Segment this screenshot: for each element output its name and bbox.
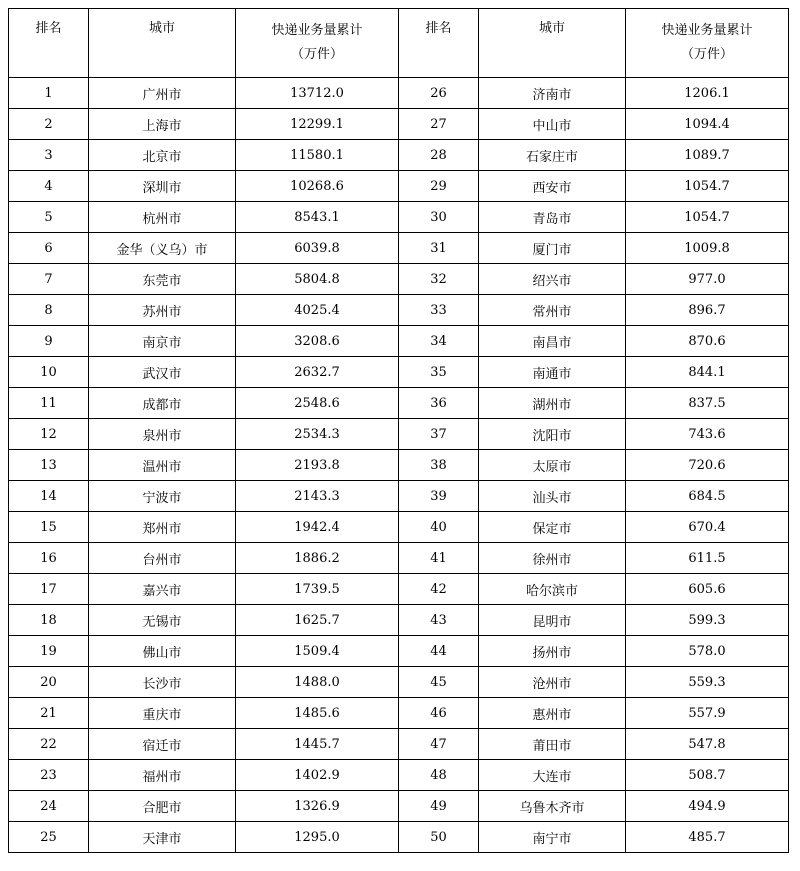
cell-rank-left: 8 [9,295,89,326]
table-row [9,729,789,760]
cell-volume-right: 1054.7 [626,171,789,202]
table-row [9,760,789,791]
cell-city-right: 常州市 [479,295,626,326]
cell-city-right: 厦门市 [479,233,626,264]
cell-volume-right: 670.4 [626,512,789,543]
cell-rank-right: 41 [399,543,479,574]
cell-volume-left: 1942.4 [236,512,399,543]
cell-rank-left: 25 [9,822,89,853]
cell-city-right: 莆田市 [479,729,626,760]
cell-volume-right: 611.5 [626,543,789,574]
cell-volume-right: 1094.4 [626,109,789,140]
cell-rank-right: 43 [399,605,479,636]
header-volume-left [236,9,399,78]
cell-volume-left: 3208.6 [236,326,399,357]
table-row [9,512,789,543]
cell-city-right: 绍兴市 [479,264,626,295]
cell-rank-right: 46 [399,698,479,729]
cell-city-left: 合肥市 [89,791,236,822]
cell-city-right: 哈尔滨市 [479,574,626,605]
cell-volume-right: 977.0 [626,264,789,295]
cell-volume-left: 1509.4 [236,636,399,667]
cell-volume-right: 557.9 [626,698,789,729]
cell-city-left: 上海市 [89,109,236,140]
header-volume-title: 快递业务量累计 [661,23,753,38]
cell-city-left: 台州市 [89,543,236,574]
cell-city-right: 乌鲁木齐市 [479,791,626,822]
cell-rank-right: 30 [399,202,479,233]
cell-rank-left: 3 [9,140,89,171]
cell-city-right: 沧州市 [479,667,626,698]
cell-rank-left: 17 [9,574,89,605]
cell-volume-left: 2548.6 [236,388,399,419]
cell-volume-right: 743.6 [626,419,789,450]
cell-volume-left: 2534.3 [236,419,399,450]
cell-city-right: 太原市 [479,450,626,481]
cell-rank-left: 21 [9,698,89,729]
cell-rank-right: 35 [399,357,479,388]
cell-volume-right: 896.7 [626,295,789,326]
table-row [9,326,789,357]
header-volume-unit: （万件） [680,47,733,62]
cell-volume-right: 844.1 [626,357,789,388]
cell-city-right: 西安市 [479,171,626,202]
cell-rank-right: 29 [399,171,479,202]
cell-rank-left: 7 [9,264,89,295]
cell-city-left: 无锡市 [89,605,236,636]
cell-volume-right: 494.9 [626,791,789,822]
cell-volume-left: 12299.1 [236,109,399,140]
cell-rank-left: 16 [9,543,89,574]
cell-volume-left: 1488.0 [236,667,399,698]
cell-city-left: 郑州市 [89,512,236,543]
cell-rank-left: 5 [9,202,89,233]
cell-rank-left: 23 [9,760,89,791]
cell-city-left: 深圳市 [89,171,236,202]
table-row [9,357,789,388]
cell-city-left: 重庆市 [89,698,236,729]
table-row [9,636,789,667]
cell-volume-right: 684.5 [626,481,789,512]
cell-volume-left: 11580.1 [236,140,399,171]
header-rank-left: 排名 [9,9,89,78]
cell-rank-right: 36 [399,388,479,419]
cell-city-right: 南昌市 [479,326,626,357]
cell-rank-left: 15 [9,512,89,543]
cell-volume-right: 508.7 [626,760,789,791]
cell-rank-left: 2 [9,109,89,140]
cell-rank-right: 38 [399,450,479,481]
cell-volume-left: 1625.7 [236,605,399,636]
cell-rank-right: 45 [399,667,479,698]
cell-city-left: 泉州市 [89,419,236,450]
cell-rank-left: 22 [9,729,89,760]
cell-city-right: 中山市 [479,109,626,140]
cell-volume-right: 870.6 [626,326,789,357]
table-body [9,78,789,853]
cell-city-left: 佛山市 [89,636,236,667]
cell-volume-right: 485.7 [626,822,789,853]
table-row [9,543,789,574]
cell-city-right: 大连市 [479,760,626,791]
cell-city-right: 沈阳市 [479,419,626,450]
cell-city-left: 南京市 [89,326,236,357]
cell-volume-right: 1054.7 [626,202,789,233]
cell-rank-right: 50 [399,822,479,853]
cell-rank-left: 20 [9,667,89,698]
cell-rank-right: 44 [399,636,479,667]
cell-city-right: 惠州市 [479,698,626,729]
cell-volume-left: 2143.3 [236,481,399,512]
cell-city-left: 嘉兴市 [89,574,236,605]
cell-city-left: 成都市 [89,388,236,419]
cell-volume-right: 578.0 [626,636,789,667]
cell-city-left: 杭州市 [89,202,236,233]
cell-rank-right: 48 [399,760,479,791]
table-row [9,140,789,171]
table-row [9,667,789,698]
cell-rank-right: 40 [399,512,479,543]
cell-rank-left: 19 [9,636,89,667]
cell-volume-left: 1402.9 [236,760,399,791]
cell-city-right: 扬州市 [479,636,626,667]
cell-rank-right: 39 [399,481,479,512]
cell-volume-left: 4025.4 [236,295,399,326]
cell-city-left: 长沙市 [89,667,236,698]
cell-volume-right: 547.8 [626,729,789,760]
cell-rank-right: 26 [399,78,479,109]
cell-city-left: 温州市 [89,450,236,481]
cell-volume-left: 8543.1 [236,202,399,233]
header-rank-right: 排名 [399,9,479,78]
cell-city-left: 金华（义乌）市 [89,233,236,264]
cell-rank-left: 13 [9,450,89,481]
cell-rank-left: 12 [9,419,89,450]
cell-volume-left: 10268.6 [236,171,399,202]
header-volume-right [626,9,789,78]
cell-city-right: 石家庄市 [479,140,626,171]
cell-volume-right: 837.5 [626,388,789,419]
cell-city-left: 宁波市 [89,481,236,512]
cell-rank-left: 11 [9,388,89,419]
express-volume-ranking-table [8,8,789,853]
table-header-row [9,9,789,78]
table-row [9,574,789,605]
cell-rank-right: 37 [399,419,479,450]
table-row [9,698,789,729]
cell-rank-right: 34 [399,326,479,357]
cell-city-left: 苏州市 [89,295,236,326]
cell-rank-right: 49 [399,791,479,822]
header-volume-unit: （万件） [290,47,343,62]
cell-rank-left: 9 [9,326,89,357]
ranking-table-container [8,8,789,853]
header-city-right: 城市 [479,9,626,78]
cell-volume-left: 2193.8 [236,450,399,481]
cell-city-left: 福州市 [89,760,236,791]
cell-volume-right: 1206.1 [626,78,789,109]
table-row [9,481,789,512]
cell-volume-right: 1089.7 [626,140,789,171]
cell-rank-right: 33 [399,295,479,326]
cell-volume-left: 1485.6 [236,698,399,729]
cell-city-right: 南宁市 [479,822,626,853]
table-row [9,388,789,419]
cell-rank-left: 14 [9,481,89,512]
cell-volume-right: 599.3 [626,605,789,636]
cell-volume-left: 1295.0 [236,822,399,853]
cell-rank-right: 42 [399,574,479,605]
cell-city-right: 徐州市 [479,543,626,574]
table-row [9,450,789,481]
cell-rank-left: 18 [9,605,89,636]
cell-volume-left: 1739.5 [236,574,399,605]
table-row [9,78,789,109]
cell-city-right: 青岛市 [479,202,626,233]
cell-city-left: 北京市 [89,140,236,171]
cell-city-left: 东莞市 [89,264,236,295]
cell-city-right: 昆明市 [479,605,626,636]
cell-volume-right: 605.6 [626,574,789,605]
cell-rank-right: 28 [399,140,479,171]
cell-rank-right: 47 [399,729,479,760]
table-row [9,171,789,202]
table-row [9,419,789,450]
cell-rank-left: 10 [9,357,89,388]
cell-city-right: 湖州市 [479,388,626,419]
cell-rank-left: 4 [9,171,89,202]
cell-volume-left: 5804.8 [236,264,399,295]
cell-volume-left: 1445.7 [236,729,399,760]
cell-volume-right: 559.3 [626,667,789,698]
cell-volume-right: 1009.8 [626,233,789,264]
cell-city-left: 武汉市 [89,357,236,388]
cell-rank-right: 27 [399,109,479,140]
table-row [9,822,789,853]
header-city-left: 城市 [89,9,236,78]
cell-rank-left: 24 [9,791,89,822]
cell-city-left: 天津市 [89,822,236,853]
cell-rank-right: 32 [399,264,479,295]
cell-rank-left: 1 [9,78,89,109]
table-row [9,233,789,264]
table-row [9,295,789,326]
cell-city-left: 广州市 [89,78,236,109]
cell-volume-right: 720.6 [626,450,789,481]
cell-city-right: 保定市 [479,512,626,543]
cell-city-right: 汕头市 [479,481,626,512]
cell-volume-left: 1886.2 [236,543,399,574]
table-row [9,605,789,636]
cell-rank-left: 6 [9,233,89,264]
cell-rank-right: 31 [399,233,479,264]
cell-city-right: 南通市 [479,357,626,388]
cell-volume-left: 1326.9 [236,791,399,822]
header-volume-title: 快递业务量累计 [271,23,363,38]
cell-volume-left: 13712.0 [236,78,399,109]
cell-volume-left: 6039.8 [236,233,399,264]
cell-volume-left: 2632.7 [236,357,399,388]
table-row [9,202,789,233]
cell-city-right: 济南市 [479,78,626,109]
table-row [9,264,789,295]
table-row [9,109,789,140]
table-row [9,791,789,822]
cell-city-left: 宿迁市 [89,729,236,760]
